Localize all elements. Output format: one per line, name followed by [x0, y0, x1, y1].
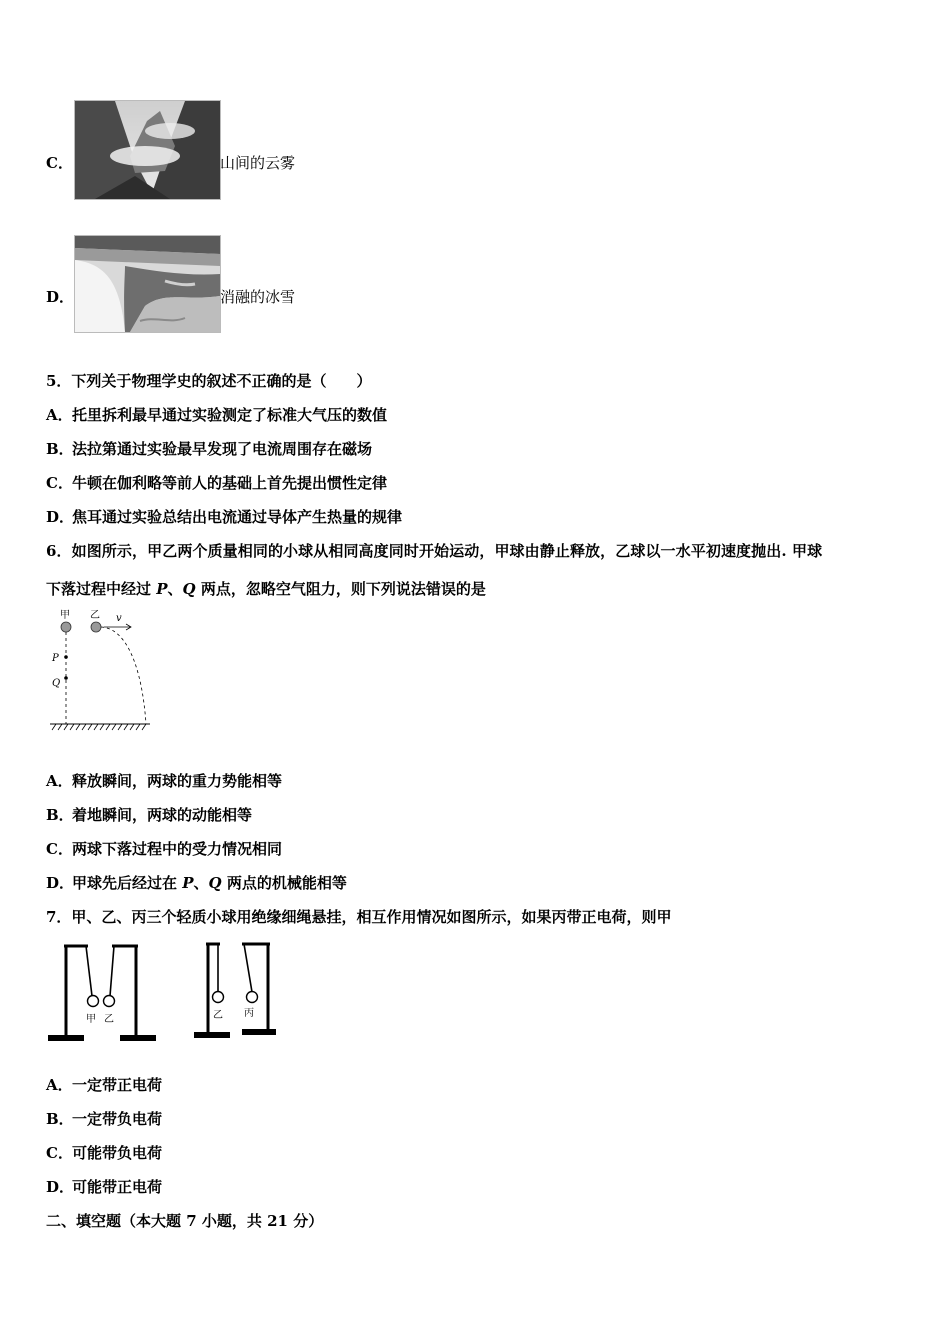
q6-stem-line2: 下落过程中经过 P、Q 两点，忽略空气阻力，则下列说法错误的是	[46, 580, 486, 598]
q5-option-d: D．焦耳通过实验总结出电流通过导体产生热量的规律	[46, 508, 403, 526]
q7-figure	[46, 938, 282, 1048]
q6-fig-label-yi: 乙	[90, 610, 100, 621]
mountain-mist-photo	[74, 100, 221, 200]
q6-figure	[46, 606, 156, 736]
q6-stem-line1: 6．如图所示，甲乙两个质量相同的小球从相同高度同时开始运动，甲球由静止释放，乙球以一水平初速度抛出. 甲球	[46, 542, 823, 560]
melting-snow-photo	[74, 235, 221, 333]
q5-option-b: B．法拉第通过实验最早发现了电流周围存在磁场	[46, 440, 373, 458]
q6-fig-label-jia: 甲	[60, 610, 70, 621]
q6-option-a: A．释放瞬间，两球的重力势能相等	[46, 772, 283, 790]
q6-ball-jia	[61, 622, 71, 632]
q6-ball-yi	[91, 622, 101, 632]
q7-ball-bing	[247, 992, 258, 1003]
q5-option-c: C．牛顿在伽利略等前人的基础上首先提出惯性定律	[46, 474, 388, 492]
q7-ball-yi-right	[213, 992, 224, 1003]
q7-option-c: C．可能带负电荷	[46, 1144, 163, 1162]
q6-option-c: C．两球下落过程中的受力情况相同	[46, 840, 283, 858]
q6-option-b: B．着地瞬间，两球的动能相等	[46, 806, 253, 824]
q4-option-d-letter: D．	[46, 288, 75, 306]
q6-option-d: D．甲球先后经过在 P、Q 两点的机械能相等	[46, 874, 347, 892]
q7-fig-label-jia: 甲	[86, 1014, 96, 1025]
q6-fig-label-q: Q	[52, 678, 61, 689]
q7-fig-label-bing: 丙	[244, 1008, 254, 1019]
q7-ball-yi	[104, 996, 115, 1007]
section2-title: 二、填空题（本大题 7 小题，共 21 分）	[46, 1212, 324, 1230]
q7-stem: 7．甲、乙、丙三个轻质小球用绝缘细绳悬挂，相互作用情况如图所示，如果丙带正电荷，则甲	[46, 908, 672, 926]
q7-ball-jia	[88, 996, 99, 1007]
q7-fig-label-yi-right: 乙	[213, 1010, 223, 1021]
q6-fig-label-p: P	[52, 653, 59, 664]
q4-option-c-caption: 山间的云雾	[220, 154, 296, 172]
q4-option-c-letter: C．	[46, 154, 73, 172]
q7-fig-label-yi: 乙	[104, 1014, 114, 1025]
q5-option-a: A．托里拆利最早通过实验测定了标准大气压的数值	[46, 406, 388, 424]
q7-option-b: B．一定带负电荷	[46, 1110, 163, 1128]
q5-stem: 5．下列关于物理学史的叙述不正确的是（ ）	[46, 372, 372, 390]
q4-option-d-caption: 消融的冰雪	[220, 288, 296, 306]
q6-fig-label-v: v	[116, 613, 122, 624]
q7-option-d: D．可能带正电荷	[46, 1178, 163, 1196]
q7-option-a: A．一定带正电荷	[46, 1076, 163, 1094]
